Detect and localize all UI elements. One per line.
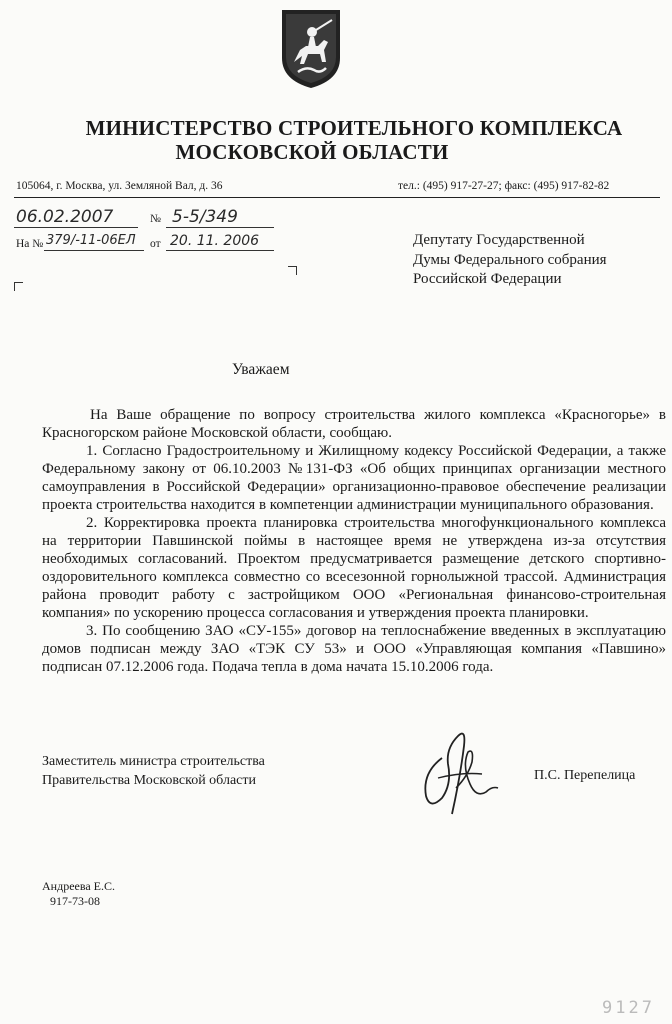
executor-name: Андреева Е.С. [42, 879, 116, 893]
position-line: Заместитель министра строительства [42, 754, 265, 769]
signatory-position [42, 752, 265, 790]
number-label: № [150, 213, 161, 225]
recipient-line: Депутату Государственной [413, 232, 585, 248]
recipient-line: Думы Федерального собрания [413, 251, 607, 268]
ref-number-underline [44, 250, 144, 251]
corner-mark-left [14, 282, 23, 291]
outgoing-number: 5-5/349 [172, 207, 238, 227]
header-rule [14, 197, 660, 198]
signatory-name: П.С. Перепелица [534, 768, 636, 783]
recipient-block [413, 231, 607, 290]
body-paragraph: 1. Согласно Градостроительному и Жилищному кодексу Российской Федерации, а также Федеральному закону от 06.10.2003 №131-ФЗ «Об общих принципах организации местного самоуправления в Российской Федерации» организационно-правовое обеспечение реализации проекта строительства находится в компетенции администрации муниципального образования. [42, 443, 666, 513]
ref-date: 20. 11. 2006 [170, 233, 260, 249]
ministry-name-line1: МИНИСТЕРСТВО СТРОИТЕЛЬНОГО КОМПЛЕКСА [85, 116, 623, 140]
executor-block [42, 879, 115, 909]
date-underline [14, 227, 138, 228]
body-paragraph: 3. По сообщению ЗАО «СУ-155» договор на теплоснабжение введенных в эксплуатацию домов подписан между ЗАО «ТЭК СУ 53» и ООО «Управляющая компания «Павшино» подписан 07.12.2006 года. Подача тепла в дома начата 15.10.2006 года. [42, 623, 666, 675]
ref-number: 379/-11-06ЕЛ [46, 233, 136, 248]
ref-number-label: На № [16, 238, 44, 250]
body-paragraph: На Ваше обращение по вопросу строительства жилого комплекса «Красногорье» в Красногорском районе Московской области, сообщаю. [42, 407, 666, 441]
ref-date-label: от [150, 238, 161, 250]
letter-body [42, 406, 666, 676]
greeting: Уважаем [232, 361, 290, 378]
outgoing-date: 06.02.2007 [16, 207, 114, 227]
corner-mark-right [288, 266, 297, 275]
coat-of-arms-icon [276, 6, 346, 90]
handwritten-signature-icon [412, 718, 502, 830]
number-underline [166, 227, 274, 228]
position-line: Правительства Московской области [42, 773, 256, 788]
body-paragraph: 2. Корректировка проекта планировка строительства многофункционального комплекса на территории Павшинской поймы в настоящее время не утверждена из-за отсутствия необходимых согласований. Проектом предусматривается размещение детского спортивно-оздоровительного комплекса совместно со всесезонной горнолыжной трассой. Администрация района проводит работу с застройщиком ООО «Региональная финансово-строительная компания» по ускорению процесса согласования и утверждения проекта планировки. [42, 515, 666, 621]
ministry-address: 105064, г. Москва, ул. Земляной Вал, д. 36 [16, 180, 223, 192]
ministry-name-line2: МОСКОВСКОЙ ОБЛАСТИ [175, 140, 449, 164]
executor-phone: 917-73-08 [50, 894, 100, 908]
ref-date-underline [166, 250, 274, 251]
registry-stamp: 9127 [602, 998, 655, 1018]
ministry-contacts: тел.: (495) 917-27-27; факс: (495) 917-82-82 [398, 180, 610, 192]
recipient-line: Российской Федерации [413, 271, 562, 287]
